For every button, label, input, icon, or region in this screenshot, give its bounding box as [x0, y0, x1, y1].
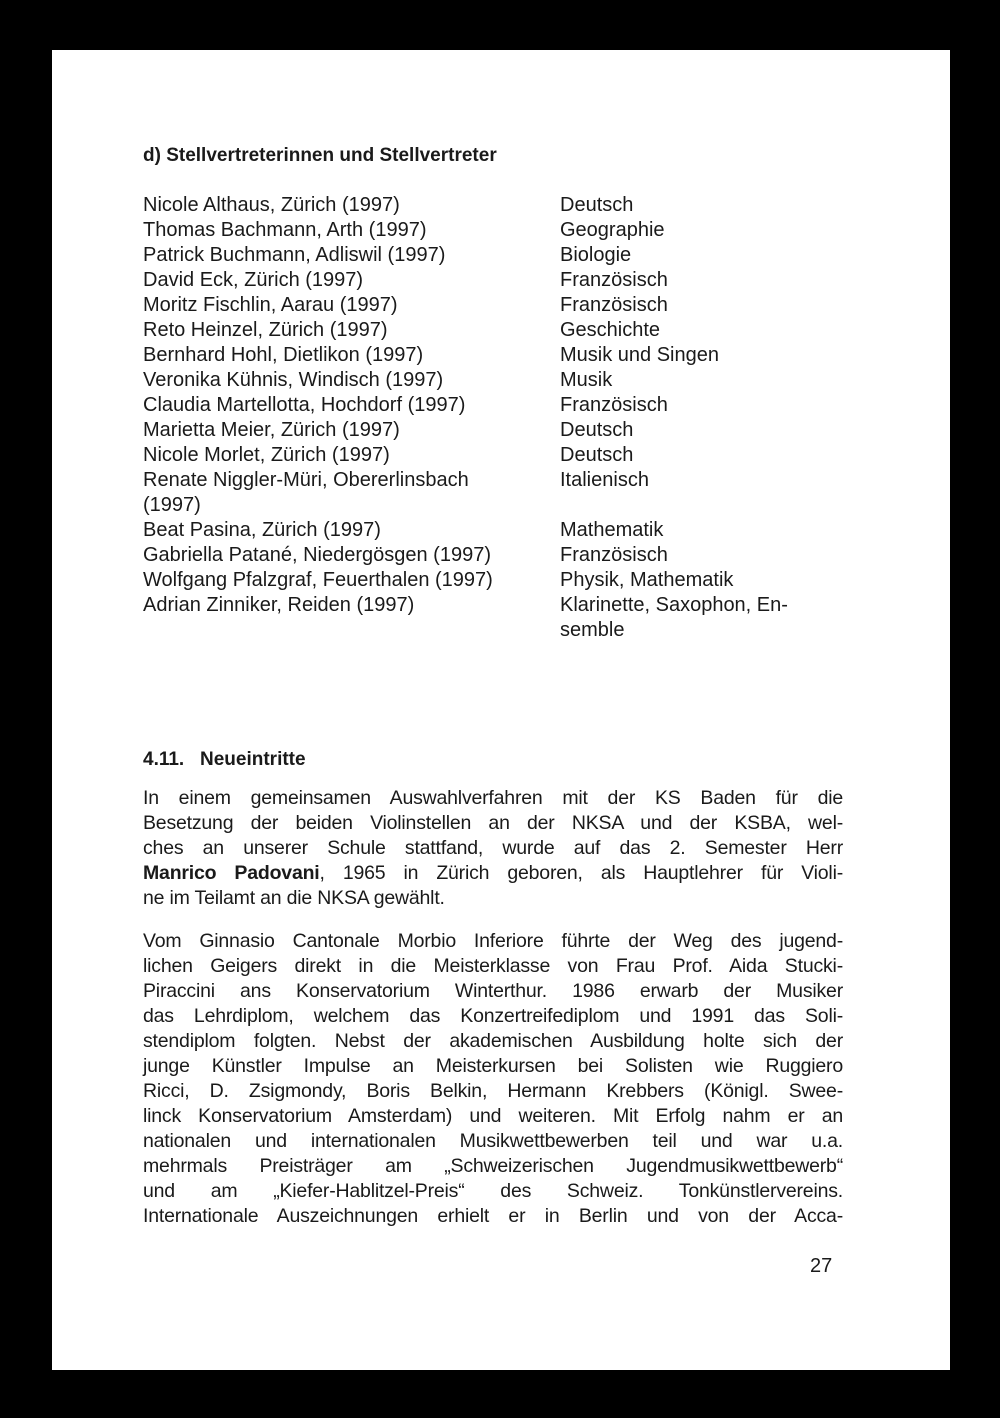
- list-item: [143, 568, 788, 593]
- teacher-subject: Physik, Mathematik: [560, 569, 734, 591]
- teacher-name: Claudia Martellotta, Hochdorf (1997): [143, 394, 466, 416]
- list-item: [143, 368, 788, 393]
- section-heading: d) Stellvertreterinnen und Stellvertreter: [143, 145, 497, 166]
- teacher-subject: Deutsch: [560, 194, 634, 216]
- teacher-name: Bernhard Hohl, Dietlikon (1997): [143, 344, 424, 366]
- text-line: nationalen und internationalen Musikwettbewerben teil und war u.a.: [143, 1130, 843, 1152]
- teacher-name: Renate Niggler-Müri, Obererlinsbach (1997): [143, 469, 469, 516]
- text-line: Besetzung der beiden Violinstellen an der NKSA und der KSBA, wel-: [143, 812, 843, 834]
- teacher-name: Reto Heinzel, Zürich (1997): [143, 319, 388, 341]
- text-line: junge Künstler Impulse an Meisterkursen bei Solisten wie Ruggiero: [143, 1055, 843, 1077]
- teacher-subject: Deutsch: [560, 444, 634, 466]
- list-item: [143, 318, 788, 343]
- document-page: [52, 50, 950, 1370]
- text-line: und am „Kiefer-Hablitzel-Preis“ des Schweiz. Tonkünstlervereins.: [143, 1180, 843, 1202]
- paragraph-2: [143, 929, 843, 1229]
- text-line: In einem gemeinsamen Auswahlverfahren mit der KS Baden für die: [143, 787, 843, 809]
- substitute-teacher-list: [143, 193, 788, 643]
- list-item: [143, 593, 788, 643]
- list-item: [143, 343, 788, 368]
- teacher-subject: Französisch: [560, 544, 668, 566]
- teacher-subject: Italienisch: [560, 469, 649, 491]
- teacher-name: Patrick Buchmann, Adliswil (1997): [143, 244, 446, 266]
- teacher-subject: Deutsch: [560, 419, 634, 441]
- list-item: [143, 468, 788, 518]
- paragraph-1: [143, 786, 843, 911]
- teacher-subject: Biologie: [560, 244, 632, 266]
- teacher-name: Marietta Meier, Zürich (1997): [143, 419, 400, 441]
- page-number: 27: [810, 1255, 833, 1277]
- text-line: ches an unserer Schule stattfand, wurde auf das 2. Semester Herr: [143, 837, 843, 859]
- person-name: Manrico Padovani: [143, 862, 320, 884]
- teacher-name: Gabriella Patané, Niedergösgen (1997): [143, 544, 491, 566]
- teacher-subject: Musik: [560, 369, 613, 391]
- list-item: [143, 518, 788, 543]
- teacher-name: Beat Pasina, Zürich (1997): [143, 519, 381, 541]
- list-item: [143, 543, 788, 568]
- text-line: Ricci, D. Zsigmondy, Boris Belkin, Hermann Krebbers (Königl. Swee-: [143, 1080, 843, 1102]
- list-item: [143, 193, 788, 218]
- text-line: Vom Ginnasio Cantonale Morbio Inferiore führte der Weg des jugend-: [143, 930, 843, 952]
- list-item: [143, 443, 788, 468]
- text-line: ne im Teilamt an die NKSA gewählt.: [143, 887, 445, 909]
- teacher-name: David Eck, Zürich (1997): [143, 269, 364, 291]
- teacher-subject: Musik und Singen: [560, 344, 719, 366]
- text-line: mehrmals Preisträger am „Schweizerischen Jugendmusikwettbewerb“: [143, 1155, 843, 1177]
- list-item: [143, 243, 788, 268]
- text-line: stendiplom folgten. Nebst der akademischen Ausbildung holte sich der: [143, 1030, 843, 1052]
- teacher-name: Wolfgang Pfalzgraf, Feuerthalen (1997): [143, 569, 493, 591]
- teacher-name: Moritz Fischlin, Aarau (1997): [143, 294, 398, 316]
- teacher-subject: Geschichte: [560, 319, 661, 341]
- section-title: Neueintritte: [200, 749, 306, 770]
- list-item: [143, 218, 788, 243]
- teacher-subject: Mathematik: [560, 519, 664, 541]
- teacher-subject: Geographie: [560, 219, 665, 241]
- text-line: Piraccini ans Konservatorium Winterthur. 1986 erwarb der Musiker: [143, 980, 843, 1002]
- teacher-name: Thomas Bachmann, Arth (1997): [143, 219, 427, 241]
- list-item: [143, 418, 788, 443]
- list-item: [143, 268, 788, 293]
- teacher-name: Nicole Morlet, Zürich (1997): [143, 444, 390, 466]
- list-item: [143, 293, 788, 318]
- text-line: das Lehrdiplom, welchem das Konzertreifediplom und 1991 das Soli-: [143, 1005, 843, 1027]
- teacher-name: Nicole Althaus, Zürich (1997): [143, 194, 400, 216]
- teacher-subject: Klarinette, Saxophon, En- semble: [560, 594, 788, 641]
- text-line: linck Konservatorium Amsterdam) und weiteren. Mit Erfolg nahm er an: [143, 1105, 843, 1127]
- text-line: Internationale Auszeichnungen erhielt er in Berlin und von der Acca-: [143, 1205, 843, 1227]
- text-run: , 1965 in Zürich geboren, als Hauptlehrer für Violi-: [319, 862, 843, 884]
- list-item: [143, 393, 788, 418]
- teacher-subject: Französisch: [560, 294, 668, 316]
- teacher-name: Veronika Kühnis, Windisch (1997): [143, 369, 444, 391]
- text-line: [143, 861, 843, 886]
- teacher-subject: Französisch: [560, 394, 668, 416]
- teacher-subject: Französisch: [560, 269, 668, 291]
- text-line: lichen Geigers direkt in die Meisterklasse von Frau Prof. Aida Stucki-: [143, 955, 843, 977]
- teacher-name: Adrian Zinniker, Reiden (1997): [143, 594, 415, 616]
- section-number: 4.11.: [143, 749, 185, 770]
